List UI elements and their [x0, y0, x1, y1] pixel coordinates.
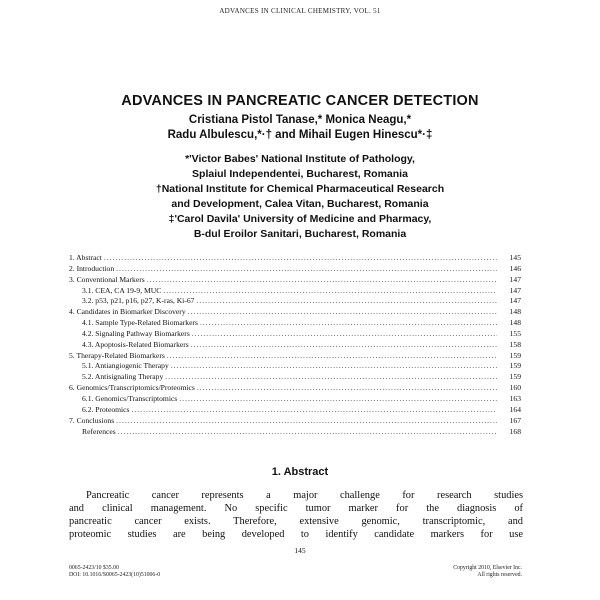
toc-label: 6.1. Genomics/Transcriptomics	[82, 393, 178, 403]
toc-label: 2. Introduction	[69, 263, 115, 273]
toc-entry	[69, 351, 521, 362]
toc-leader-dots	[179, 394, 497, 405]
footer-copyright	[453, 565, 522, 579]
toc-label: 4.3. Apoptosis-Related Biomarkers	[82, 339, 189, 349]
rights-notice: All rights reserved.	[477, 572, 522, 578]
abstract-line: Pancreatic cancer represents a major challenge for research studies	[86, 490, 523, 501]
running-head: ADVANCES IN CLINICAL CHEMISTRY, VOL. 51	[219, 7, 381, 15]
toc-label: 4. Candidates in Biomarker Discovery	[69, 307, 186, 317]
toc-label: 4.2. Signaling Pathway Biomarkers	[82, 328, 190, 338]
affiliation-block	[0, 152, 600, 242]
table-of-contents	[69, 253, 521, 437]
toc-leader-dots	[116, 416, 497, 427]
toc-label: 5.2. Antisignaling Therapy	[82, 372, 164, 382]
page-number: 145	[294, 546, 306, 555]
toc-page-number: 167	[509, 415, 521, 425]
toc-leader-dots	[165, 372, 497, 383]
toc-page-number: 146	[509, 263, 521, 273]
footer-issn: 0065-2423/10 $35.00	[69, 565, 119, 571]
toc-label: 3.2. p53, p21, p16, p27, K-ras, Ki-67	[82, 296, 195, 306]
author-line-2: Radu Albulescu,*·† and Mihail Eugen Hinescu*·‡	[167, 129, 433, 141]
toc-subentry	[69, 340, 521, 351]
toc-page-number: 160	[509, 383, 521, 393]
toc-label: 3. Conventional Markers	[69, 274, 145, 284]
toc-leader-dots	[197, 383, 497, 394]
toc-subentry	[69, 318, 521, 329]
toc-page-number: 159	[509, 361, 521, 371]
section-heading-abstract: 1. Abstract	[271, 466, 329, 478]
author-list	[0, 113, 600, 143]
toc-leader-dots	[191, 340, 497, 351]
toc-page-number: 147	[509, 285, 521, 295]
toc-leader-dots	[200, 318, 497, 329]
footer-identifiers	[69, 565, 160, 579]
toc-leader-dots	[104, 253, 497, 264]
toc-label: 6. Genomics/Transcriptomics/Proteomics	[69, 383, 195, 393]
affiliation-line: ‡'Carol Davila' University of Medicine and Pharmacy,	[168, 213, 432, 225]
affiliation-line: and Development, Calea Vitan, Bucharest, Romania	[171, 198, 429, 210]
toc-subentry	[69, 372, 521, 383]
toc-label: 3.1. CEA, CA 19-9, MUC	[82, 285, 162, 295]
toc-leader-dots	[171, 361, 497, 372]
toc-page-number: 148	[509, 318, 521, 328]
abstract-line: pancreatic cancer exists. Therefore, extensive genomic, transcriptomic, and	[69, 516, 523, 527]
toc-page-number: 148	[509, 307, 521, 317]
toc-subentry	[69, 394, 521, 405]
toc-label: References	[82, 426, 116, 436]
affiliation-line: B-dul Eroilor Sanitari, Bucharest, Romania	[193, 228, 407, 240]
toc-leader-dots	[188, 307, 497, 318]
author-line-1: Cristiana Pistol Tanase,* Monica Neagu,*	[188, 114, 412, 126]
toc-page-number: 168	[509, 426, 521, 436]
toc-leader-dots	[131, 405, 497, 416]
toc-entry	[69, 275, 521, 286]
toc-page-number: 159	[509, 372, 521, 382]
toc-page-number: 155	[509, 328, 521, 338]
abstract-line: and clinical management. No specific tumor marker for the diagnosis of	[69, 503, 523, 514]
abstract-paragraph	[69, 489, 523, 541]
toc-label: 6.2. Proteomics	[82, 404, 130, 414]
toc-entry	[69, 416, 521, 427]
toc-leader-dots	[116, 264, 497, 275]
toc-entry	[69, 383, 521, 394]
toc-label: 1. Abstract	[69, 253, 102, 262]
toc-subentry	[69, 405, 521, 416]
toc-page-number: 145	[509, 253, 521, 262]
toc-page-number: 163	[509, 393, 521, 403]
toc-page-number: 158	[509, 339, 521, 349]
abstract-line: proteomic studies are being developed to identify candidate markers for use	[69, 529, 523, 540]
toc-page-number: 159	[509, 350, 521, 360]
toc-page-number: 147	[509, 296, 521, 306]
toc-subentry	[69, 296, 521, 307]
affiliation-line: †National Institute for Chemical Pharmaceutical Research	[155, 183, 445, 195]
toc-leader-dots	[192, 329, 497, 340]
toc-label: 5.1. Antiangiogenic Therapy	[82, 361, 169, 371]
toc-entry	[69, 307, 521, 318]
article-title: ADVANCES IN PANCREATIC CANCER DETECTION	[121, 93, 479, 109]
toc-page-number: 147	[509, 274, 521, 284]
toc-label: 7. Conclusions	[69, 415, 115, 425]
toc-page-number: 164	[509, 404, 521, 414]
toc-label: 5. Therapy-Related Biomarkers	[69, 350, 165, 360]
toc-label: 4.1. Sample Type-Related Biomarkers	[82, 318, 198, 328]
toc-subentry	[69, 286, 521, 297]
footer-doi: DOI: 10.1016/S0065-2423(10)51006-0	[69, 572, 161, 578]
toc-leader-dots	[167, 351, 497, 362]
toc-subentry	[69, 329, 521, 340]
toc-entry	[69, 264, 521, 275]
copyright-notice: Copyright 2010, Elsevier Inc.	[453, 565, 522, 571]
toc-leader-dots	[196, 296, 497, 307]
toc-entry-references	[69, 427, 521, 438]
toc-leader-dots	[118, 427, 497, 438]
toc-leader-dots	[147, 275, 497, 286]
toc-entry	[69, 253, 521, 264]
toc-subentry	[69, 361, 521, 372]
affiliation-line: Splaiul Independentei, Bucharest, Romania	[192, 168, 408, 180]
toc-leader-dots	[163, 286, 497, 297]
affiliation-line: *'Victor Babes' National Institute of Pathology,	[185, 153, 415, 165]
